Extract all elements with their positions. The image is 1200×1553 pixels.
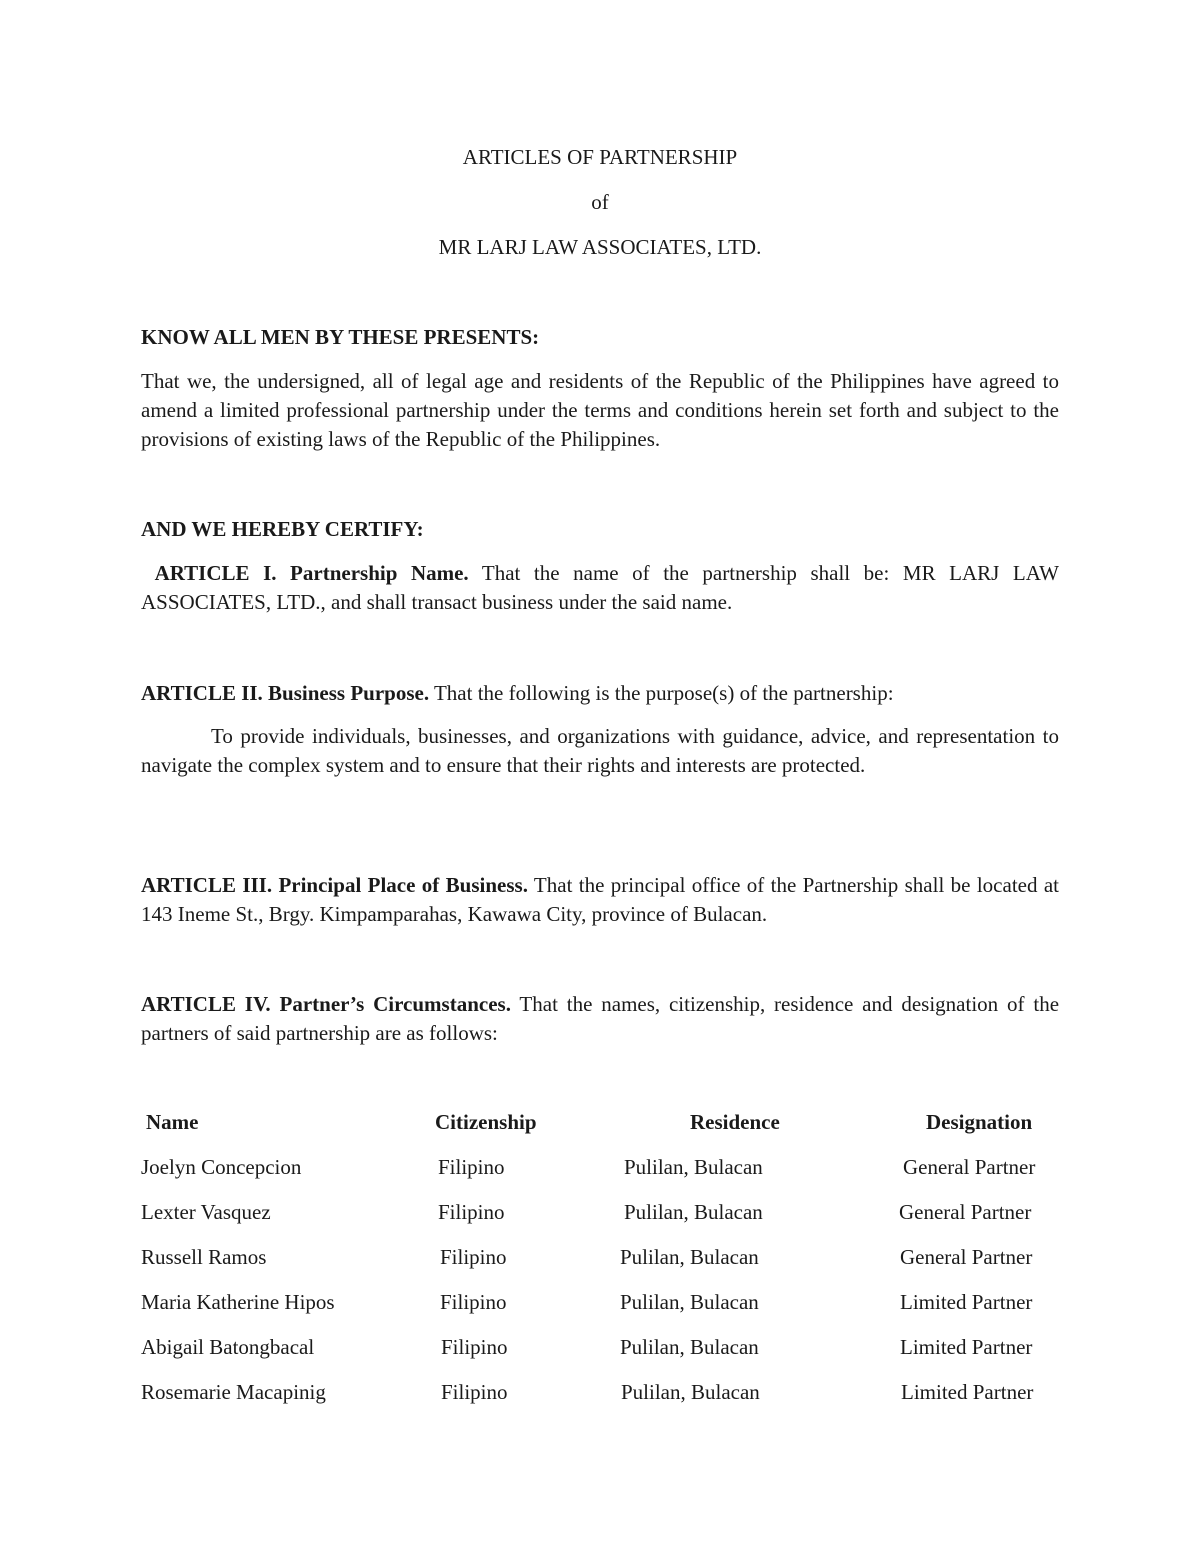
partner-name: Joelyn Concepcion — [141, 1155, 302, 1179]
partner-residence: Pulilan, Bulacan — [620, 1290, 759, 1314]
document-title: ARTICLES OF PARTNERSHIP — [462, 145, 738, 169]
table-header-designation: Designation — [926, 1110, 1033, 1134]
partner-residence: Pulilan, Bulacan — [621, 1380, 760, 1404]
table-header-citizenship: Citizenship — [435, 1110, 537, 1134]
partner-designation: Limited Partner — [901, 1380, 1034, 1404]
partner-designation: General Partner — [900, 1245, 1033, 1269]
article-3-text: That the principal office of the Partnership shall be located at 143 Ineme St., Brgy. Kimpamparahas, Kawawa City, province of Bulacan. — [141, 873, 1059, 926]
partner-designation: General Partner — [903, 1155, 1036, 1179]
company-name: MR LARJ LAW ASSOCIATES, LTD. — [438, 235, 762, 259]
partner-residence: Pulilan, Bulacan — [624, 1200, 763, 1224]
partner-citizenship: Filipino — [438, 1200, 505, 1224]
know-all-men-heading: KNOW ALL MEN BY THESE PRESENTS: — [141, 325, 540, 349]
partner-name: Abigail Batongbacal — [141, 1335, 315, 1359]
partner-name: Rosemarie Macapinig — [141, 1380, 326, 1404]
article-2-purpose: To provide individuals, businesses, and organizations with guidance, advice, and representation to navigate the complex system and to ensure that their rights and interests are protected. — [141, 724, 1059, 777]
table-header-name: Name — [146, 1110, 199, 1134]
intro-paragraph: That we, the undersigned, all of legal age and residents of the Republic of the Philippines have agreed to amend a limited professional partnership under the terms and conditions herein set forth and subject to the provisions of existing laws of the Republic of the Philippines. — [141, 369, 1059, 451]
article-1-paragraph — [141, 559, 1059, 617]
partner-citizenship: Filipino — [441, 1335, 508, 1359]
article-1-heading: ARTICLE I. Partnership Name. — [154, 561, 469, 585]
certify-heading: AND WE HEREBY CERTIFY: — [141, 517, 424, 541]
article-2-text: That the following is the purpose(s) of the partnership: — [429, 681, 894, 705]
partner-name: Lexter Vasquez — [141, 1200, 271, 1224]
partner-citizenship: Filipino — [440, 1245, 507, 1269]
article-2-heading: ARTICLE II. Business Purpose. — [141, 681, 430, 705]
partner-residence: Pulilan, Bulacan — [620, 1335, 759, 1359]
partner-name: Russell Ramos — [141, 1245, 267, 1269]
partner-name: Maria Katherine Hipos — [141, 1290, 335, 1314]
article-4-heading: ARTICLE IV. Partner’s Circumstances. — [141, 992, 511, 1016]
partner-residence: Pulilan, Bulacan — [620, 1245, 759, 1269]
partner-designation: General Partner — [899, 1200, 1032, 1224]
article-3-paragraph — [141, 871, 1059, 929]
article-4-text: That the names, citizenship, residence and designation of the partners of said partnership are as follows: — [141, 992, 1060, 1045]
partner-designation: Limited Partner — [900, 1335, 1033, 1359]
article-1-text: That the name of the partnership shall be: MR LARJ LAW ASSOCIATES, LTD., and shall transact business under the said name. — [141, 561, 1060, 614]
partner-residence: Pulilan, Bulacan — [624, 1155, 763, 1179]
document-of: of — [591, 190, 609, 214]
partner-citizenship: Filipino — [441, 1380, 508, 1404]
article-3-heading: ARTICLE III. Principal Place of Business. — [141, 873, 528, 897]
article-2-paragraph — [141, 679, 1059, 708]
partner-citizenship: Filipino — [438, 1155, 505, 1179]
partner-designation: Limited Partner — [900, 1290, 1033, 1314]
table-header-residence: Residence — [690, 1110, 780, 1134]
article-4-paragraph — [141, 990, 1059, 1048]
partner-citizenship: Filipino — [440, 1290, 507, 1314]
